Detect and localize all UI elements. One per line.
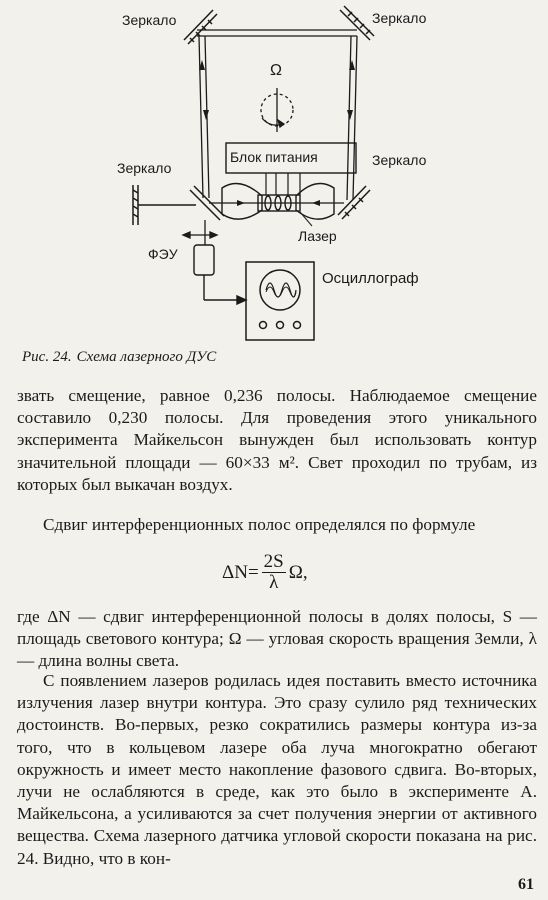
page-number: 61 <box>518 876 534 893</box>
diagram-svg <box>0 0 548 345</box>
figure-caption <box>22 349 216 366</box>
formula-fraction <box>262 552 286 593</box>
formula <box>222 552 308 593</box>
caption-text: Схема лазерного ДУС <box>76 349 217 365</box>
paragraph-1-text: звать смещение, равное 0,236 полосы. Наблюдаемое смещение составило 0,230 полосы. Для проведения этого уникального эксперимента Майкельсон вынужден был использовать контур значительной площади — 60×33 м². Свет проходил по трубам, из которых был выкачан воздух. <box>17 386 537 494</box>
label-mirror-mid-right: Зеркало <box>372 152 427 168</box>
label-mirror-top-right: Зеркало <box>372 10 427 26</box>
caption-number: Рис. 24. <box>22 349 72 365</box>
label-mirror-mid-left: Зеркало <box>117 160 172 176</box>
label-pmt: ФЭУ <box>148 246 178 262</box>
paragraph-4 <box>17 670 537 870</box>
label-power-unit: Блок питания <box>230 149 318 165</box>
paragraph-2 <box>17 514 537 536</box>
beam-left <box>199 36 203 198</box>
paragraph-1 <box>17 385 537 496</box>
label-oscilloscope: Осциллограф <box>322 270 419 287</box>
mirror-mid-left <box>133 185 196 225</box>
oscilloscope <box>246 262 314 340</box>
formula-lhs: ΔN= <box>222 561 259 583</box>
formula-denominator: λ <box>269 572 279 593</box>
mirror-top-right <box>340 6 374 40</box>
formula-rhs: Ω, <box>288 561 308 583</box>
label-laser: Лазер <box>298 228 337 244</box>
label-omega: Ω <box>270 62 282 79</box>
rotation-symbol <box>261 88 293 132</box>
formula-numerator: 2S <box>263 551 284 572</box>
paragraph-3 <box>17 606 537 673</box>
mirror-top-left <box>184 10 217 44</box>
pmt <box>194 245 246 304</box>
paragraph-4-text: С появлением лазеров родилась идея поставить вместо источника излучения лазер внутри контура. Это сразу сулило ряд технических достоинств. Во-первых, резко сократились размеры контура из-за того, что в кольцевом лазере оба луча многократно обегают окружность и имеет место накопление фазового сдвига. Во-вторых, лучи не ослабляются в среде, как это было в эксперименте А. Майкельсона, а усиливаются за счет получения энергии от активного вещества. Схема лазерного датчика угловой скорости показана на рис. 24. Видно, что в кон- <box>17 671 537 868</box>
figure-laser-gyro-diagram <box>0 0 548 345</box>
label-mirror-top-left: Зеркало <box>122 12 177 28</box>
paragraph-3-text: где ΔN — сдвиг интерференционной полосы в долях полосы, S — площадь светового контура; Ω — угловая скорость вращения Земли, λ — длина волны света. <box>17 607 537 671</box>
paragraph-2-text: Сдвиг интерференционных полос определялся по формуле <box>43 515 476 534</box>
